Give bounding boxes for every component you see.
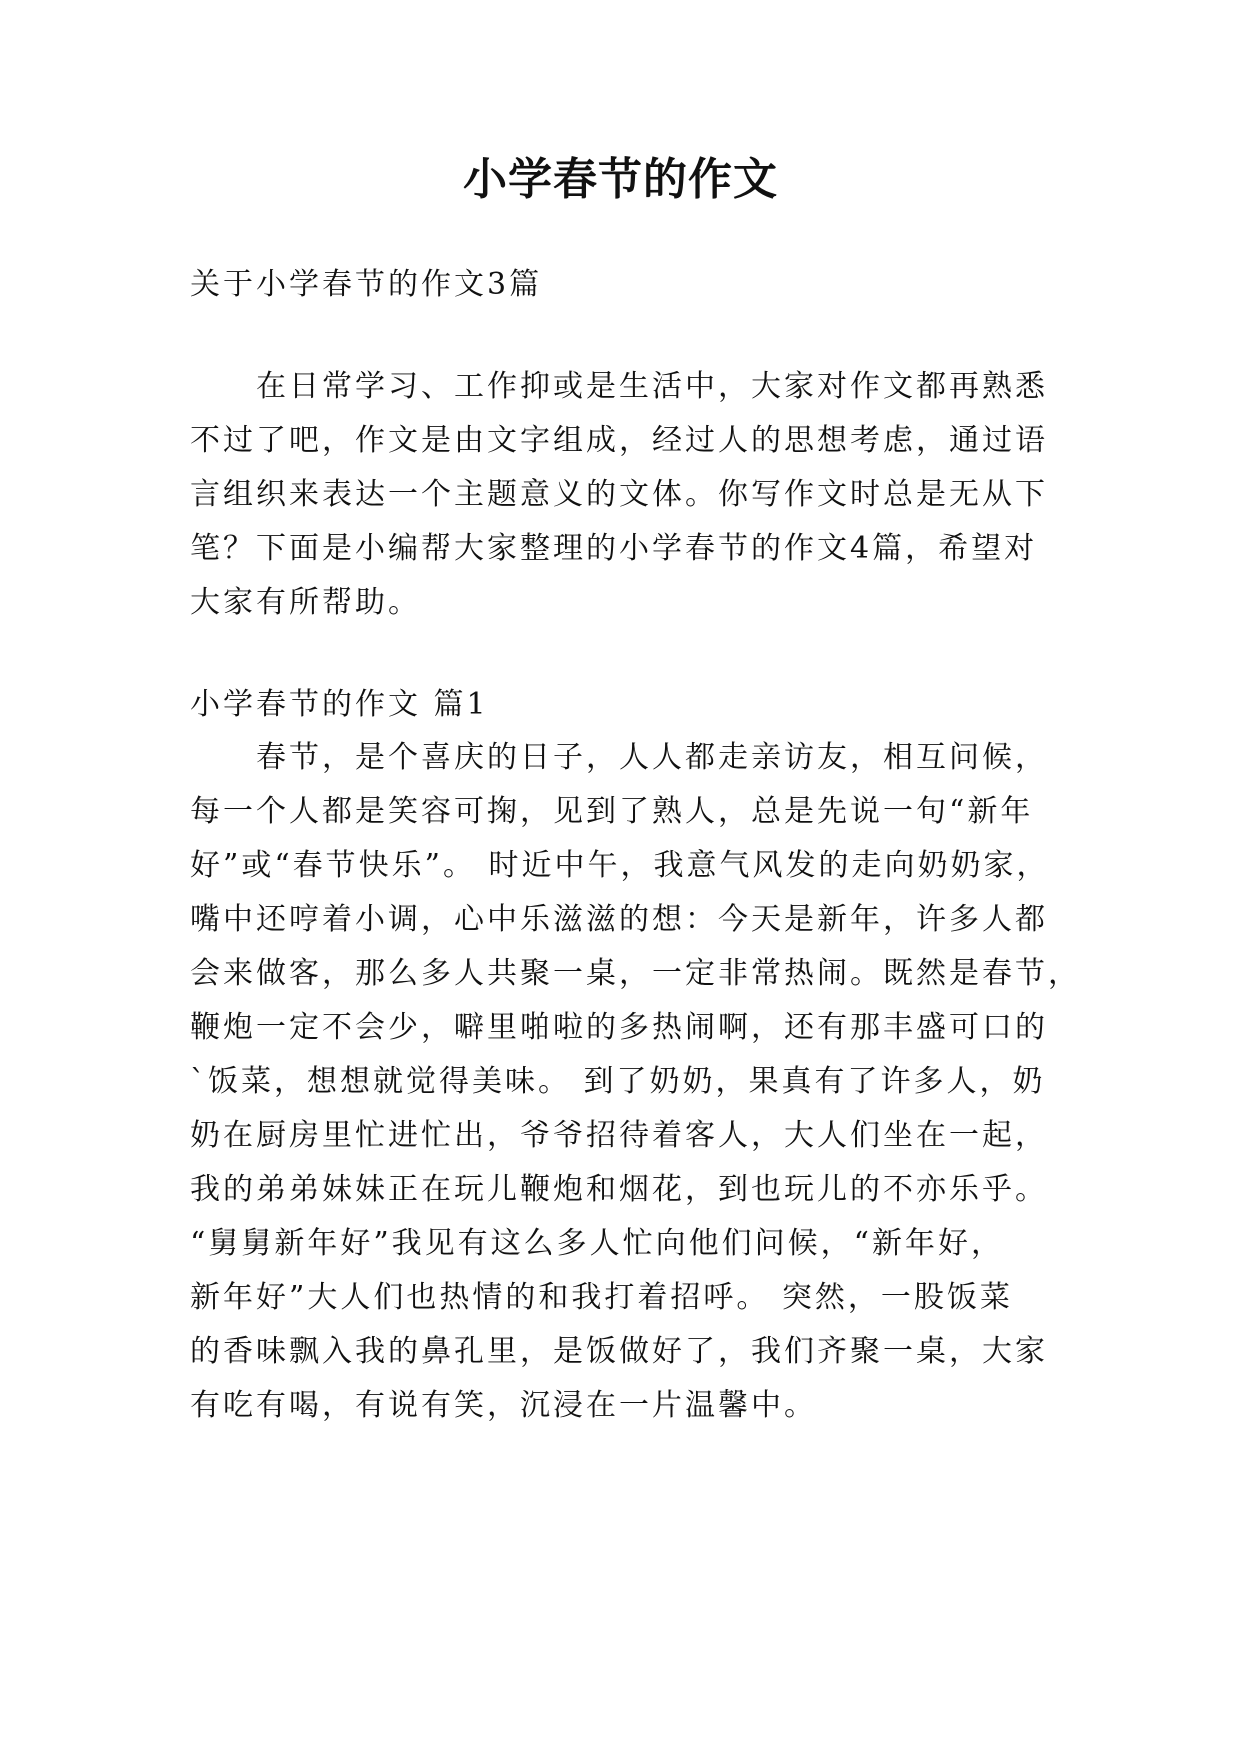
essay-line: 嘴中还哼着小调，心中乐滋滋的想：今天是新年，许多人都 [190,902,1048,937]
intro-line: 不过了吧，作文是由文字组成，经过人的思想考虑，通过语 [190,423,1048,458]
essay-line: 春节，是个喜庆的日子，人人都走亲访友，相互问候， [256,740,1048,775]
document-title: 小学春节的作文 [463,154,778,205]
intro-line: 笔？下面是小编帮大家整理的小学春节的作文4篇，希望对 [190,531,1038,566]
essay-line: 有吃有喝，有说有笑，沉浸在一片温馨中。 [190,1388,817,1423]
essay-line: 的香味飘入我的鼻孔里，是饭做好了，我们齐聚一桌，大家 [190,1334,1048,1369]
section-heading: 小学春节的作文 篇1 [190,687,489,722]
intro-line: 在日常学习、工作抑或是生活中，大家对作文都再熟悉 [256,369,1048,404]
essay-line: 我的弟弟妹妹正在玩儿鞭炮和烟花，到也玩儿的不亦乐乎。 [190,1172,1048,1207]
essay-line: `饭菜，想想就觉得美味。 到了奶奶，果真有了许多人，奶 [190,1064,1046,1099]
essay-line: 每一个人都是笑容可掬，见到了熟人，总是先说一句“新年 [190,794,1034,829]
essay-line: 会来做客，那么多人共聚一桌，一定非常热闹。既然是春节， [190,956,1081,991]
essay-line: 好”或“春节快乐”。 时近中午，我意气风发的走向奶奶家， [190,848,1050,883]
intro-line: 言组织来表达一个主题意义的文体。你写作文时总是无从下 [190,477,1048,512]
essay-line: 奶在厨房里忙进忙出，爷爷招待着客人，大人们坐在一起， [190,1118,1048,1153]
intro-line: 大家有所帮助。 [190,585,421,620]
essay-line: “舅舅新年好”我见有这么多人忙向他们问候，“新年好， [190,1226,1005,1261]
essay-line: 鞭炮一定不会少，噼里啪啦的多热闹啊，还有那丰盛可口的 [190,1010,1048,1045]
document-subtitle: 关于小学春节的作文3篇 [190,267,543,302]
essay-line: 新年好”大人们也热情的和我打着招呼。 突然，一股饭菜 [190,1280,1013,1315]
